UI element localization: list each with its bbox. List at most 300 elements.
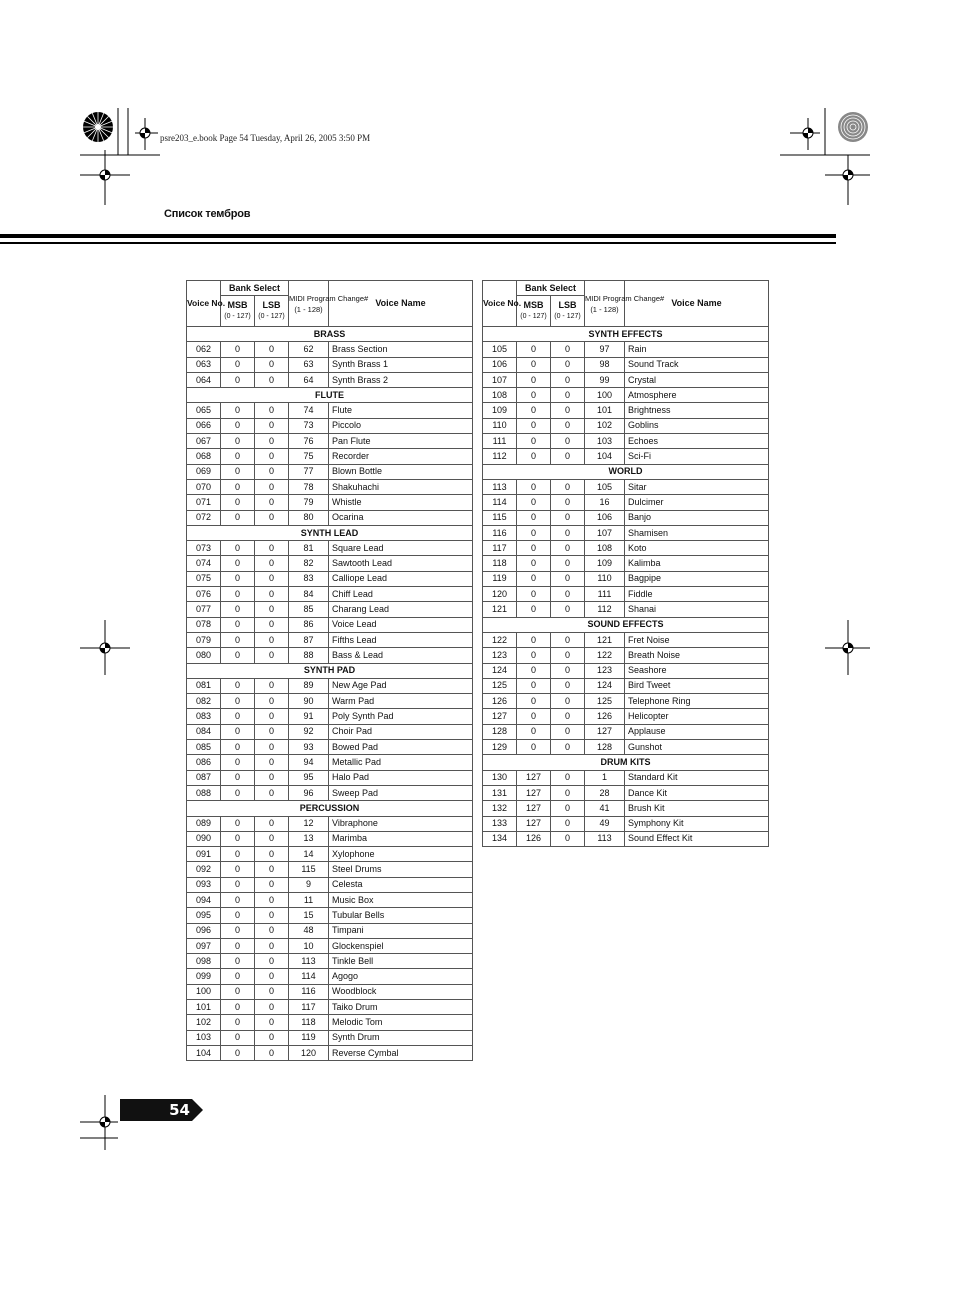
msb-value: 0 xyxy=(517,587,551,602)
table-row xyxy=(187,740,473,755)
msb-value: 0 xyxy=(221,862,255,877)
voice-number: 122 xyxy=(483,632,517,647)
table-row xyxy=(187,434,473,449)
voice-name: Sawtooth Lead xyxy=(329,556,473,571)
voice-name: Sweep Pad xyxy=(329,785,473,800)
table-row xyxy=(483,770,769,785)
lsb-value: 0 xyxy=(551,541,585,556)
program-change: 127 xyxy=(585,724,625,739)
voice-table-right xyxy=(482,280,769,847)
voice-number: 127 xyxy=(483,709,517,724)
lsb-value: 0 xyxy=(255,418,289,433)
lsb-value: 0 xyxy=(255,648,289,663)
msb-value: 0 xyxy=(517,632,551,647)
voice-number: 112 xyxy=(483,449,517,464)
table-row xyxy=(187,724,473,739)
voice-name: Flute xyxy=(329,403,473,418)
header-rule-thick xyxy=(0,234,836,238)
voice-name: Celesta xyxy=(329,877,473,892)
msb-value: 0 xyxy=(517,388,551,403)
program-change: 112 xyxy=(585,602,625,617)
program-change: 101 xyxy=(585,403,625,418)
voice-name: Brass Section xyxy=(329,342,473,357)
table-row xyxy=(187,694,473,709)
table-row xyxy=(187,862,473,877)
voice-name: New Age Pad xyxy=(329,678,473,693)
program-change: 28 xyxy=(585,785,625,800)
table-row xyxy=(483,388,769,403)
voice-number: 107 xyxy=(483,372,517,387)
lsb-value: 0 xyxy=(551,403,585,418)
program-change: 91 xyxy=(289,709,329,724)
voice-name: Glockenspiel xyxy=(329,938,473,953)
program-change: 123 xyxy=(585,663,625,678)
voice-number: 124 xyxy=(483,663,517,678)
msb-value: 0 xyxy=(221,648,255,663)
voice-name: Voice Lead xyxy=(329,617,473,632)
table-row xyxy=(187,357,473,372)
msb-value: 0 xyxy=(221,877,255,892)
table-row xyxy=(483,403,769,418)
voice-number: 091 xyxy=(187,847,221,862)
program-change: 106 xyxy=(585,510,625,525)
program-change: 15 xyxy=(289,908,329,923)
table-row xyxy=(483,632,769,647)
program-change: 102 xyxy=(585,418,625,433)
voice-number: 066 xyxy=(187,418,221,433)
program-change: 119 xyxy=(289,1030,329,1045)
program-change: 77 xyxy=(289,464,329,479)
program-change: 76 xyxy=(289,434,329,449)
lsb-value: 0 xyxy=(551,785,585,800)
voice-name: Charang Lead xyxy=(329,602,473,617)
voice-number: 077 xyxy=(187,602,221,617)
header-lsb-range: (0 - 127) xyxy=(554,313,581,320)
program-change: 105 xyxy=(585,479,625,494)
lsb-value: 0 xyxy=(255,740,289,755)
msb-value: 0 xyxy=(221,541,255,556)
program-change: 100 xyxy=(585,388,625,403)
program-change: 89 xyxy=(289,678,329,693)
program-change: 73 xyxy=(289,418,329,433)
header-voice-name: Voice Name xyxy=(329,281,473,327)
voice-number: 089 xyxy=(187,816,221,831)
voice-number: 116 xyxy=(483,525,517,540)
lsb-value: 0 xyxy=(255,372,289,387)
voice-number: 106 xyxy=(483,357,517,372)
voice-name: Sci-Fi xyxy=(625,449,769,464)
msb-value: 0 xyxy=(221,1045,255,1060)
program-change: 13 xyxy=(289,831,329,846)
voice-name: Blown Bottle xyxy=(329,464,473,479)
table-row xyxy=(187,541,473,556)
program-change: 110 xyxy=(585,571,625,586)
voice-name: Telephone Ring xyxy=(625,694,769,709)
table-row xyxy=(187,556,473,571)
voice-number: 114 xyxy=(483,495,517,510)
msb-value: 0 xyxy=(221,816,255,831)
voice-name: Ocarina xyxy=(329,510,473,525)
voice-number: 063 xyxy=(187,357,221,372)
program-change: 113 xyxy=(289,954,329,969)
program-change: 118 xyxy=(289,1015,329,1030)
msb-value: 0 xyxy=(221,969,255,984)
table-row xyxy=(187,877,473,892)
voice-name: Steel Drums xyxy=(329,862,473,877)
msb-value: 0 xyxy=(221,602,255,617)
voice-number: 081 xyxy=(187,678,221,693)
lsb-value: 0 xyxy=(551,632,585,647)
msb-value: 0 xyxy=(517,694,551,709)
msb-value: 0 xyxy=(221,740,255,755)
program-change: 85 xyxy=(289,602,329,617)
table-row xyxy=(483,571,769,586)
voice-number: 088 xyxy=(187,785,221,800)
voice-number: 121 xyxy=(483,602,517,617)
lsb-value: 0 xyxy=(551,740,585,755)
voice-name: Dance Kit xyxy=(625,785,769,800)
msb-value: 0 xyxy=(221,1015,255,1030)
lsb-value: 0 xyxy=(551,434,585,449)
category-row xyxy=(483,464,769,479)
program-change: 14 xyxy=(289,847,329,862)
voice-number: 095 xyxy=(187,908,221,923)
voice-name: Fifths Lead xyxy=(329,632,473,647)
voice-number: 082 xyxy=(187,694,221,709)
voice-number: 128 xyxy=(483,724,517,739)
voice-number: 103 xyxy=(187,1030,221,1045)
table-row xyxy=(483,541,769,556)
voice-name: Bass & Lead xyxy=(329,648,473,663)
voice-number: 064 xyxy=(187,372,221,387)
category-row xyxy=(187,663,473,678)
header-msb xyxy=(221,296,255,327)
msb-value: 0 xyxy=(221,892,255,907)
program-change: 87 xyxy=(289,632,329,647)
program-change: 116 xyxy=(289,984,329,999)
lsb-value: 0 xyxy=(255,464,289,479)
lsb-value: 0 xyxy=(551,357,585,372)
table-row xyxy=(187,464,473,479)
msb-value: 0 xyxy=(221,954,255,969)
voice-number: 071 xyxy=(187,495,221,510)
msb-value: 127 xyxy=(517,816,551,831)
voice-number: 105 xyxy=(483,342,517,357)
voice-table-left xyxy=(186,280,473,1061)
table-row xyxy=(187,479,473,494)
table-row xyxy=(187,510,473,525)
msb-value: 0 xyxy=(221,678,255,693)
program-change: 86 xyxy=(289,617,329,632)
voice-name: Shakuhachi xyxy=(329,479,473,494)
table-row xyxy=(187,449,473,464)
msb-value: 0 xyxy=(221,510,255,525)
voice-name: Bagpipe xyxy=(625,571,769,586)
voice-number: 129 xyxy=(483,740,517,755)
msb-value: 0 xyxy=(221,464,255,479)
voice-name: Helicopter xyxy=(625,709,769,724)
msb-value: 0 xyxy=(517,602,551,617)
table-row xyxy=(187,938,473,953)
voice-name: Shanai xyxy=(625,602,769,617)
msb-value: 0 xyxy=(517,740,551,755)
voice-name: Atmosphere xyxy=(625,388,769,403)
msb-value: 0 xyxy=(221,831,255,846)
program-change: 74 xyxy=(289,403,329,418)
table-row xyxy=(187,648,473,663)
table-row xyxy=(483,587,769,602)
voice-number: 126 xyxy=(483,694,517,709)
table-row xyxy=(483,479,769,494)
program-change: 79 xyxy=(289,495,329,510)
program-change: 121 xyxy=(585,632,625,647)
lsb-value: 0 xyxy=(255,816,289,831)
lsb-value: 0 xyxy=(255,602,289,617)
voice-number: 086 xyxy=(187,755,221,770)
msb-value: 127 xyxy=(517,785,551,800)
program-change: 63 xyxy=(289,357,329,372)
program-change: 90 xyxy=(289,694,329,709)
voice-name: Sound Effect Kit xyxy=(625,831,769,846)
program-change: 117 xyxy=(289,1000,329,1015)
table-row xyxy=(187,678,473,693)
voice-name: Bird Tweet xyxy=(625,678,769,693)
table-row xyxy=(187,831,473,846)
category-label: SYNTH PAD xyxy=(187,663,473,678)
lsb-value: 0 xyxy=(255,862,289,877)
msb-value: 0 xyxy=(517,403,551,418)
lsb-value: 0 xyxy=(255,923,289,938)
header-msb xyxy=(517,296,551,327)
voice-number: 087 xyxy=(187,770,221,785)
header-lsb-range: (0 - 127) xyxy=(258,313,285,320)
msb-value: 0 xyxy=(221,847,255,862)
voice-name: Applause xyxy=(625,724,769,739)
voice-number: 073 xyxy=(187,541,221,556)
table-row xyxy=(483,785,769,800)
table-row xyxy=(483,801,769,816)
voice-name: Pan Flute xyxy=(329,434,473,449)
lsb-value: 0 xyxy=(255,1030,289,1045)
table-row xyxy=(483,740,769,755)
voice-name: Square Lead xyxy=(329,541,473,556)
msb-value: 0 xyxy=(517,724,551,739)
voice-name: Timpani xyxy=(329,923,473,938)
program-change: 16 xyxy=(585,495,625,510)
program-change: 88 xyxy=(289,648,329,663)
table-row xyxy=(483,434,769,449)
lsb-value: 0 xyxy=(255,969,289,984)
program-change: 12 xyxy=(289,816,329,831)
lsb-value: 0 xyxy=(255,847,289,862)
header-lsb xyxy=(255,296,289,327)
msb-value: 0 xyxy=(221,372,255,387)
voice-number: 123 xyxy=(483,648,517,663)
voice-name: Chiff Lead xyxy=(329,587,473,602)
lsb-value: 0 xyxy=(551,801,585,816)
category-row xyxy=(187,525,473,540)
voice-name: Breath Noise xyxy=(625,648,769,663)
table-row xyxy=(187,1045,473,1060)
voice-name: Crystal xyxy=(625,372,769,387)
category-label: PERCUSSION xyxy=(187,801,473,816)
voice-name: Dulcimer xyxy=(625,495,769,510)
voice-name: Kalimba xyxy=(625,556,769,571)
lsb-value: 0 xyxy=(551,831,585,846)
voice-number: 111 xyxy=(483,434,517,449)
program-change: 108 xyxy=(585,541,625,556)
lsb-value: 0 xyxy=(255,449,289,464)
voice-name: Whistle xyxy=(329,495,473,510)
lsb-value: 0 xyxy=(255,1000,289,1015)
voice-name: Rain xyxy=(625,342,769,357)
voice-name: Fiddle xyxy=(625,587,769,602)
msb-value: 0 xyxy=(221,770,255,785)
voice-number: 075 xyxy=(187,571,221,586)
header-midi-range: (1 - 128) xyxy=(590,304,619,314)
voice-name: Woodblock xyxy=(329,984,473,999)
msb-value: 0 xyxy=(221,632,255,647)
table-row xyxy=(483,372,769,387)
lsb-value: 0 xyxy=(255,571,289,586)
table-row xyxy=(187,372,473,387)
voice-number: 084 xyxy=(187,724,221,739)
lsb-value: 0 xyxy=(255,1045,289,1060)
voice-name: Vibraphone xyxy=(329,816,473,831)
lsb-value: 0 xyxy=(255,403,289,418)
lsb-value: 0 xyxy=(551,525,585,540)
voice-number: 102 xyxy=(187,1015,221,1030)
table-row xyxy=(187,495,473,510)
voice-number: 132 xyxy=(483,801,517,816)
lsb-value: 0 xyxy=(551,709,585,724)
lsb-value: 0 xyxy=(551,510,585,525)
voice-name: Marimba xyxy=(329,831,473,846)
voice-name: Sound Track xyxy=(625,357,769,372)
voice-name: Brightness xyxy=(625,403,769,418)
voice-name: Reverse Cymbal xyxy=(329,1045,473,1060)
voice-number: 120 xyxy=(483,587,517,602)
table-row xyxy=(483,602,769,617)
table-row xyxy=(483,694,769,709)
voice-name: Melodic Tom xyxy=(329,1015,473,1030)
table-row xyxy=(187,632,473,647)
table-row xyxy=(187,816,473,831)
table-row xyxy=(187,755,473,770)
table-row xyxy=(187,984,473,999)
msb-value: 0 xyxy=(517,709,551,724)
table-row xyxy=(483,678,769,693)
header-lsb-label: LSB xyxy=(262,300,281,310)
header-midi xyxy=(289,281,369,327)
header-voice-no: Voice No. xyxy=(187,281,221,327)
lsb-value: 0 xyxy=(551,342,585,357)
voice-number: 113 xyxy=(483,479,517,494)
program-change: 115 xyxy=(289,862,329,877)
lsb-value: 0 xyxy=(255,510,289,525)
program-change: 99 xyxy=(585,372,625,387)
category-row xyxy=(483,755,769,770)
table-row xyxy=(483,342,769,357)
msb-value: 0 xyxy=(517,525,551,540)
voice-name: Agogo xyxy=(329,969,473,984)
header-midi xyxy=(585,281,665,327)
category-row xyxy=(187,801,473,816)
table-row xyxy=(187,602,473,617)
voice-name: Echoes xyxy=(625,434,769,449)
msb-value: 0 xyxy=(221,403,255,418)
table-row xyxy=(483,724,769,739)
header-msb-label: MSB xyxy=(227,300,248,310)
lsb-value: 0 xyxy=(255,556,289,571)
program-change: 92 xyxy=(289,724,329,739)
lsb-value: 0 xyxy=(551,678,585,693)
msb-value: 0 xyxy=(517,571,551,586)
msb-value: 0 xyxy=(517,541,551,556)
msb-value: 0 xyxy=(517,648,551,663)
program-change: 81 xyxy=(289,541,329,556)
msb-value: 0 xyxy=(221,1030,255,1045)
table-row xyxy=(187,908,473,923)
table-row xyxy=(187,1030,473,1045)
program-change: 78 xyxy=(289,479,329,494)
voice-name: Xylophone xyxy=(329,847,473,862)
voice-name: Standard Kit xyxy=(625,770,769,785)
voice-number: 074 xyxy=(187,556,221,571)
lsb-value: 0 xyxy=(551,479,585,494)
table-row xyxy=(483,357,769,372)
voice-number: 115 xyxy=(483,510,517,525)
voice-number: 118 xyxy=(483,556,517,571)
header-msb-range: (0 - 127) xyxy=(224,313,251,320)
program-change: 114 xyxy=(289,969,329,984)
header-midi-label: MIDI Program Change# xyxy=(585,293,665,303)
voice-name: Calliope Lead xyxy=(329,571,473,586)
program-change: 122 xyxy=(585,648,625,663)
table-row xyxy=(187,785,473,800)
lsb-value: 0 xyxy=(551,770,585,785)
program-change: 103 xyxy=(585,434,625,449)
msb-value: 0 xyxy=(221,495,255,510)
voice-name: Synth Brass 1 xyxy=(329,357,473,372)
voice-number: 104 xyxy=(187,1045,221,1060)
msb-value: 0 xyxy=(221,785,255,800)
program-change: 107 xyxy=(585,525,625,540)
program-change: 125 xyxy=(585,694,625,709)
lsb-value: 0 xyxy=(551,663,585,678)
msb-value: 0 xyxy=(221,357,255,372)
lsb-value: 0 xyxy=(255,785,289,800)
page-number: 54 xyxy=(169,1101,190,1119)
program-change: 48 xyxy=(289,923,329,938)
category-row xyxy=(187,327,473,342)
voice-number: 085 xyxy=(187,740,221,755)
category-label: SYNTH EFFECTS xyxy=(483,327,769,342)
msb-value: 0 xyxy=(517,342,551,357)
header-lsb xyxy=(551,296,585,327)
voice-number: 125 xyxy=(483,678,517,693)
voice-name: Sitar xyxy=(625,479,769,494)
table-row xyxy=(187,847,473,862)
header-bank-select: Bank Select xyxy=(517,281,585,296)
voice-number: 101 xyxy=(187,1000,221,1015)
voice-name: Tubular Bells xyxy=(329,908,473,923)
table-row xyxy=(483,556,769,571)
program-change: 49 xyxy=(585,816,625,831)
voice-number: 096 xyxy=(187,923,221,938)
table-row xyxy=(187,1000,473,1015)
lsb-value: 0 xyxy=(255,357,289,372)
